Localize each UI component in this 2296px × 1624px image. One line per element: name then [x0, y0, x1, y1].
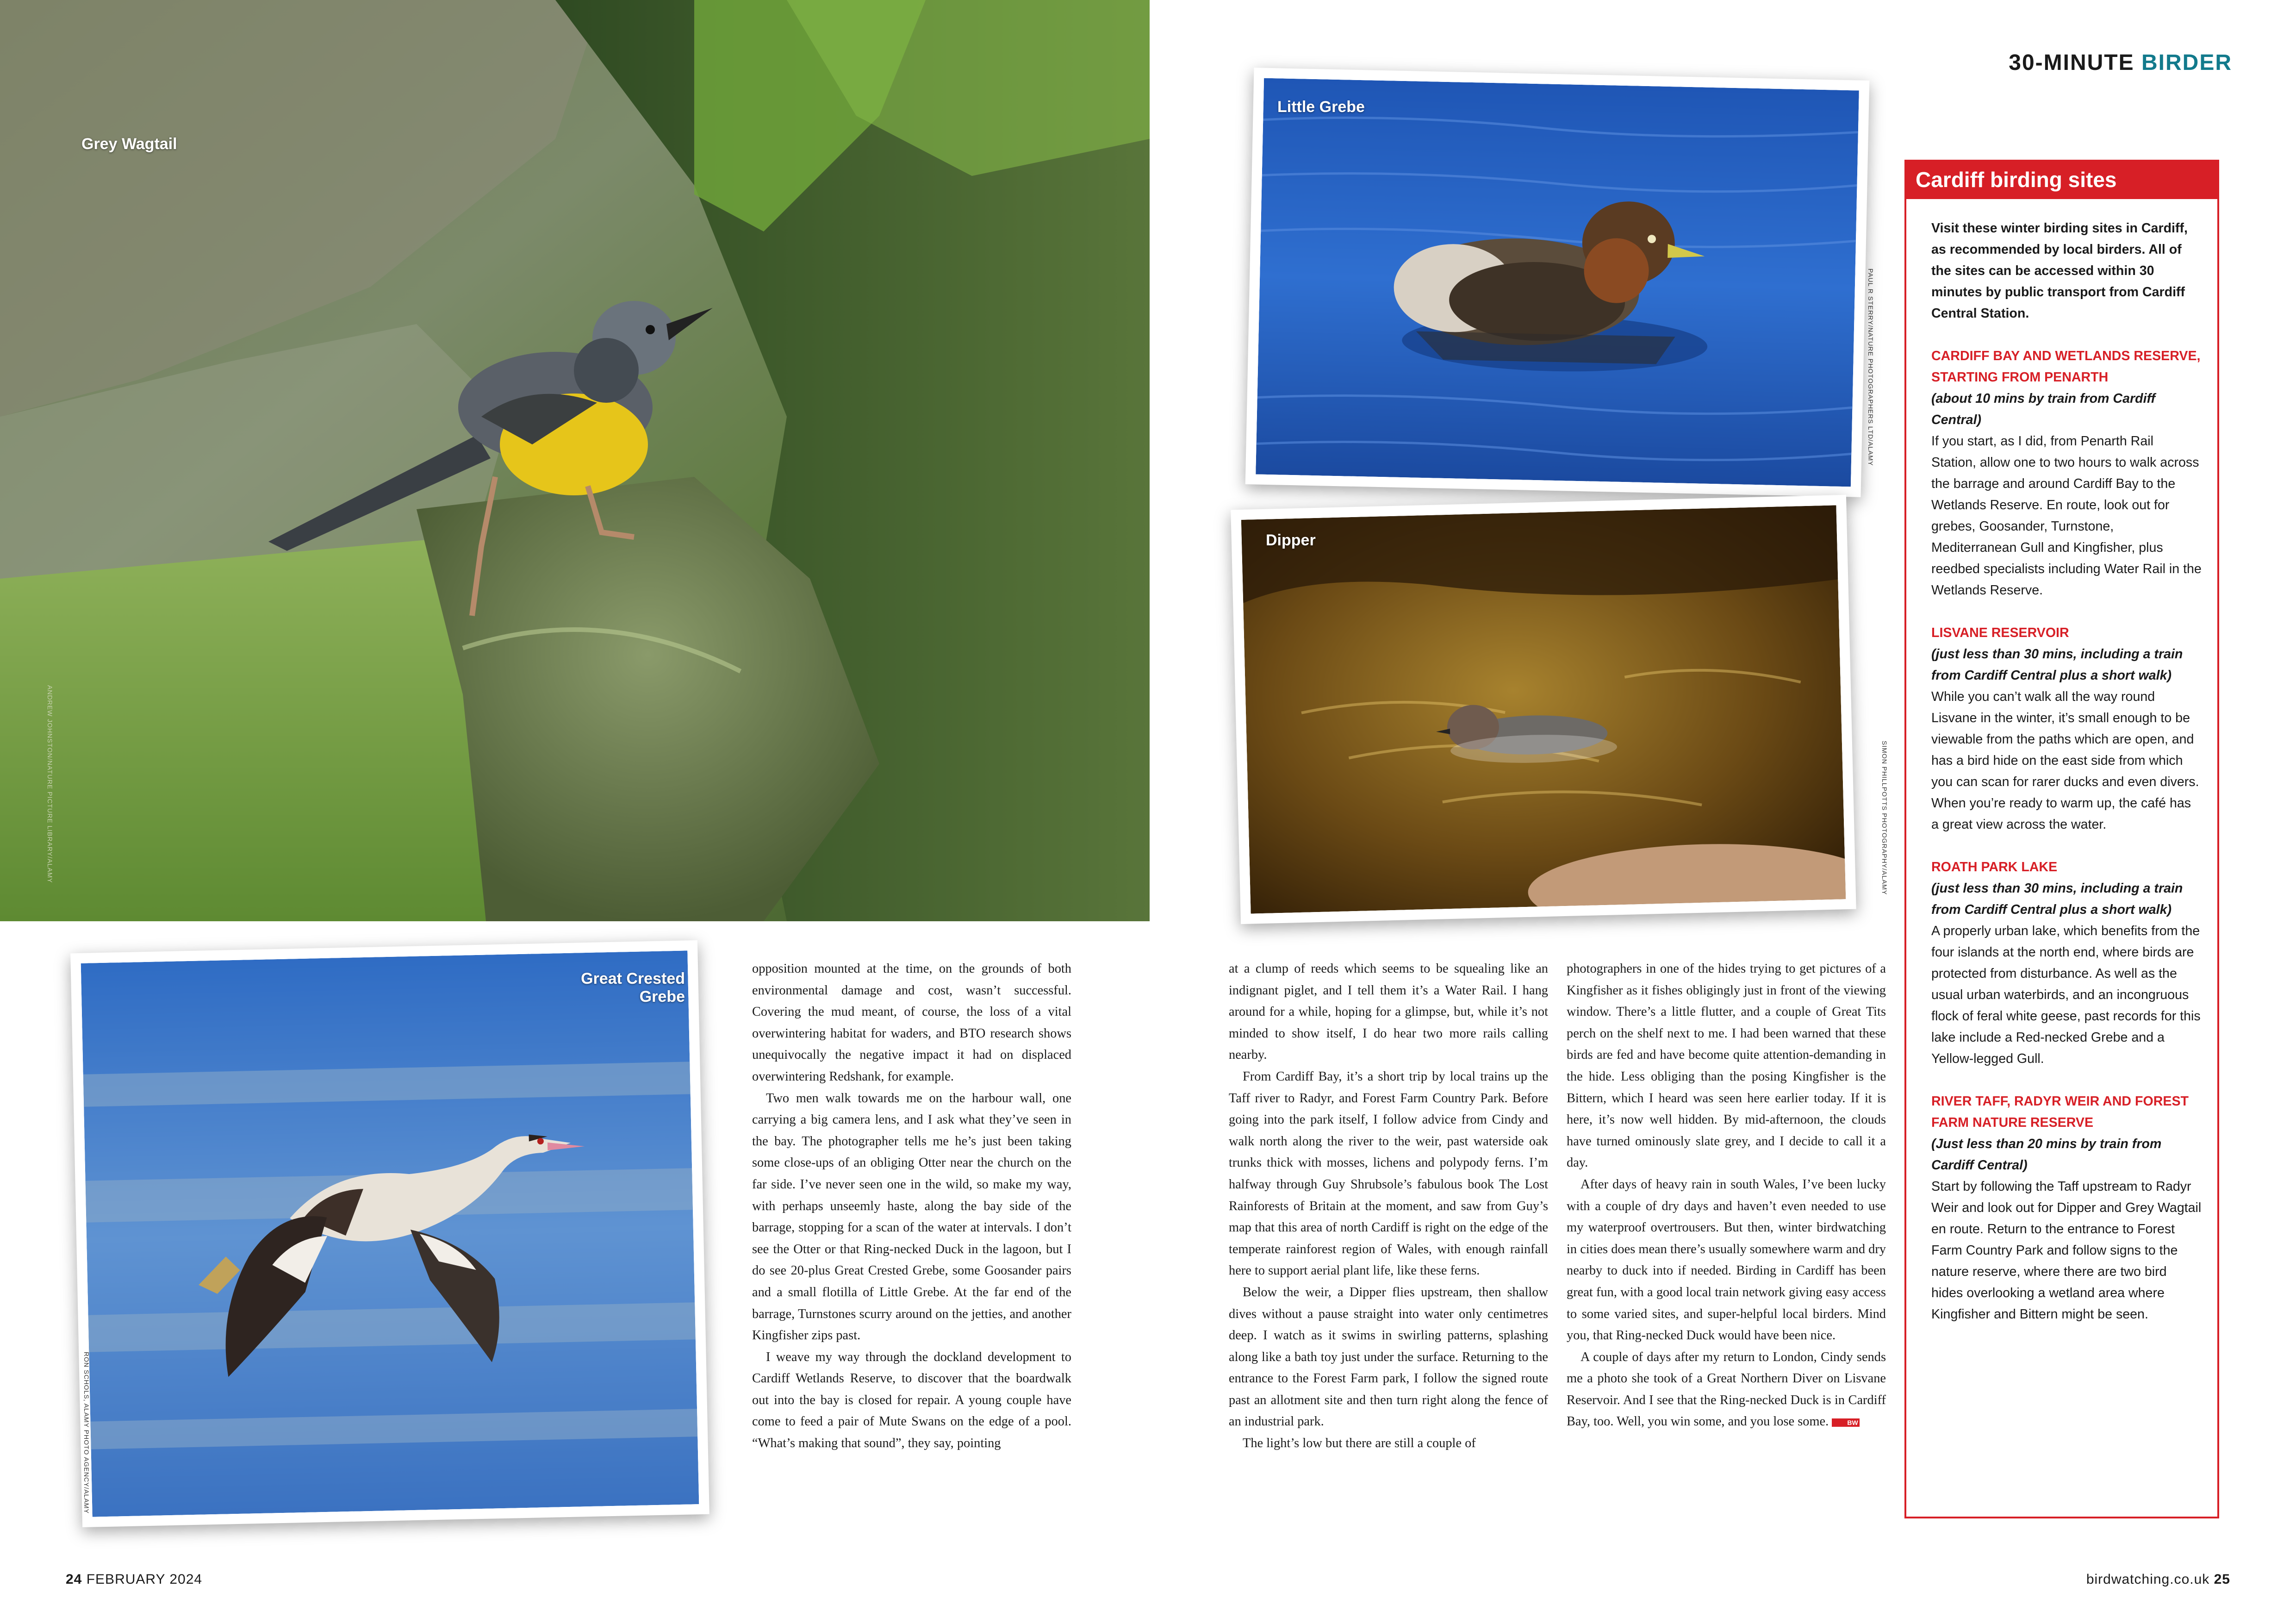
paragraph: Below the weir, a Dipper flies upstream, then shallow dives without a pause straight into water only centimetres deep. I watch as it swims in swirling patterns, splashing along like a bath toy just under the surface. Returning to the entrance to the Forest Farm park, I follow the signed route past an allotment site and then turn right along the fence of an industrial park.	[1229, 1285, 1548, 1429]
paragraph: After days of heavy rain in south Wales, I’ve been lucky with a couple of dry days and haven’t even needed to use my waterproof overtrousers. But then, winter birdwatching in cities does mean there’s usually somewhere warm and dry nearby to duck into if needed. Birding in Cardiff has been great fun, with a good local train network giving easy access to some varied sites, and super-helpful local birders. Mind you, that Ring-necked Duck would have been nice.	[1567, 1177, 1886, 1343]
paragraph-text: A couple of days after my return to London, Cindy sends me a photo she took of a Great Northern Diver on Lisvane Reservoir. And I see that the Ring-necked Duck is in Cardiff Bay, too. Well, you win some, and you lose some.	[1567, 1349, 1886, 1429]
great-crested-grebe-credit: RON SCHOLS, ALAMY PHOTO AGENCY/ALAMY	[83, 1352, 90, 1514]
body-column-1	[752, 958, 1071, 1455]
sidebar-title: Cardiff birding sites	[1906, 162, 2217, 199]
great-crested-grebe-caption	[574, 970, 685, 1006]
issue-date: FEBRUARY 2024	[86, 1572, 203, 1587]
folio-right	[2086, 1572, 2230, 1587]
site-travel-time: (just less than 30 mins, including a train from Cardiff Central plus a short walk)	[1931, 881, 2183, 917]
page-number-right: 25	[2214, 1572, 2230, 1587]
great-crested-grebe-caption-line1: Great Crested	[581, 970, 685, 987]
site-description: Start by following the Taff upstream to Radyr Weir and look out for Dipper and Grey Wagtail en route. Return to the entrance to Forest Farm Country Park and follow signs to the nature reserve, where there are two bird hides overlooking a wetland area where Kingfisher and Bittern might be seen.	[1931, 1179, 2202, 1322]
sidebar-body	[1906, 199, 2217, 1325]
site-description: A properly urban lake, which benefits from the four islands at the north end, where birds are protected from disturbance. As well as the usual urban waterbirds, and an incongruous flock of feral white geese, past records for this lake include a Red-necked Grebe and a Yellow-legged Gull.	[1931, 923, 2201, 1066]
paragraph: From Cardiff Bay, it’s a short trip by local trains up the Taff river to Radyr, and Forest Farm Country Park. Before going into the park itself, I follow advice from Cindy and walk north along the river to the weir, past waterside oak trunks thick with mosses, lichens and polypody ferns. I’m halfway through Guy Shrubsole’s fabulous book The Lost Rainforests of Britain at the moment, and saw from Guy’s map that this area of north Cardiff is right on the edge of the temperate rainforest region of Wales, with enough rainfall here to support aerial plant life, like these ferns.	[1229, 1069, 1548, 1278]
paragraph: photographers in one of the hides trying to get pictures of a Kingfisher as it fishes obligingly just in front of the viewing window. There’s a little flutter, and a couple of Great Tits perch on the shelf next to me. I had been warned that these birds are fed and have become quite attention-demanding in the hide. Less obliging than the posing Kingfisher is the Bittern, which I heard was seen here earlier today. If it is here, it’s now well hidden. By mid-afternoon, the clouds have turned ominously slate grey, and I decide to call it a day.	[1567, 962, 1886, 1170]
dipper-caption: Dipper	[1266, 531, 1316, 549]
little-grebe-credit: PAUL R STERRY/NATURE PHOTOGRAPHERS LTD/ALAMY	[1867, 269, 1874, 466]
site-entry	[1931, 1091, 2202, 1325]
site-name: ROATH PARK LAKE	[1931, 859, 2058, 874]
site-name: RIVER TAFF, RADYR WEIR AND FOREST FARM NATURE RESERVE	[1931, 1093, 2189, 1130]
little-grebe-photo	[1245, 68, 1870, 497]
dipper-photo	[1231, 495, 1856, 924]
cardiff-sites-sidebar	[1904, 160, 2219, 1518]
site-entry	[1931, 345, 2202, 601]
site-description: If you start, as I did, from Penarth Rail Station, allow one to two hours to walk across the barrage and around Cardiff Bay to the Wetlands Reserve. En route, look out for grebes, Goosander, Turnstone, Mediterranean Gull and Kingfisher, plus reedbed specialists including Water Rail in the Wetlands Reserve.	[1931, 433, 2202, 598]
site-description: While you can’t walk all the way round Lisvane in the winter, it’s small enough to be viewable from the paths which are open, and has a bird hide on the east side from which you can scan for rarer ducks and even divers. When you’re ready to warm up, the café has a great view across the water.	[1931, 689, 2199, 832]
body-column-2	[1229, 958, 1548, 1455]
section-title	[2009, 50, 2232, 75]
dipper-credit: SIMON PHILLPOTTS PHOTOGRAPHY/ALAMY	[1881, 741, 1888, 895]
paragraph: The light’s low but there are still a couple of	[1243, 1436, 1476, 1451]
end-mark-logo: BW	[1832, 1418, 1859, 1427]
paragraph: I weave my way through the dockland development to Cardiff Wetlands Reserve, to discover that the boardwalk out into the bay is closed for repair. A young couple have come to feed a pair of Mute Swans on the edge of a pool. “What’s making that sound”, they say, pointing	[752, 1349, 1071, 1451]
paragraph: opposition mounted at the time, on the grounds of both environmental damage and cost, wasn’t successful. Covering the mud meant, of course, the loss of a vital overwintering habitat for waders, and BTO research shows unequivocally the negative impact it had on displaced overwintering Redshank, for example.	[752, 962, 1071, 1084]
sidebar-intro: Visit these winter birding sites in Cardiff, as recommended by local birders. All of the sites can be accessed within 30 minutes by public transport from Cardiff Central Station.	[1931, 220, 2188, 321]
body-column-3	[1567, 958, 1886, 1433]
folio-left	[66, 1572, 202, 1587]
site-travel-time: (just less than 30 mins, including a train from Cardiff Central plus a short walk)	[1931, 646, 2183, 683]
website-url: birdwatching.co.uk	[2086, 1572, 2210, 1587]
paragraph: at a clump of reeds which seems to be squealing like an indignant piglet, and I tell them it’s a Water Rail. I hang around for a while, hoping for a glimpse, but, while it’s not minded to show itself, I do hear two more rails calling nearby.	[1229, 962, 1548, 1062]
grey-wagtail-caption: Grey Wagtail	[81, 135, 177, 153]
paragraph: Two men walk towards me on the harbour wall, one carrying a big camera lens, and I ask what they’ve seen in the bay. The photographer tells me he’s just been taking some close-ups of an obliging Otter near the church on the far side. I’ve never seen one in the wild, so make my way, with perhaps unseemly haste, along the bay side of the barrage, stopping for a scan of the water at intervals. I don’t see the Otter or that Ring-necked Duck in the lagoon, but I do see 20-plus Great Crested Grebe, some Goosander pairs and a small flotilla of Little Grebe. At the far end of the barrage, Turnstones scurry around on the jetties, and another Kingfisher zips past.	[752, 1091, 1071, 1343]
site-entry	[1931, 622, 2202, 835]
great-crested-grebe-photo	[70, 940, 709, 1527]
page-number-left: 24	[66, 1572, 82, 1587]
site-entry	[1931, 856, 2202, 1069]
section-title-part2: BIRDER	[2141, 50, 2232, 75]
section-title-part1: 30-MINUTE	[2009, 50, 2134, 75]
grey-wagtail-credit: ANDREW JOHNSTON/NATURE PICTURE LIBRARY/ALAMY	[46, 685, 54, 883]
little-grebe-caption: Little Grebe	[1277, 98, 1365, 116]
great-crested-grebe-caption-line2: Grebe	[639, 988, 685, 1006]
site-name: CARDIFF BAY AND WETLANDS RESERVE, STARTING FROM PENARTH	[1931, 348, 2201, 385]
site-name: LISVANE RESERVOIR	[1931, 625, 2069, 640]
paragraph	[1567, 1347, 1886, 1433]
site-travel-time: (Just less than 20 mins by train from Cardiff Central)	[1931, 1136, 2162, 1173]
site-travel-time: (about 10 mins by train from Cardiff Central)	[1931, 391, 2156, 427]
